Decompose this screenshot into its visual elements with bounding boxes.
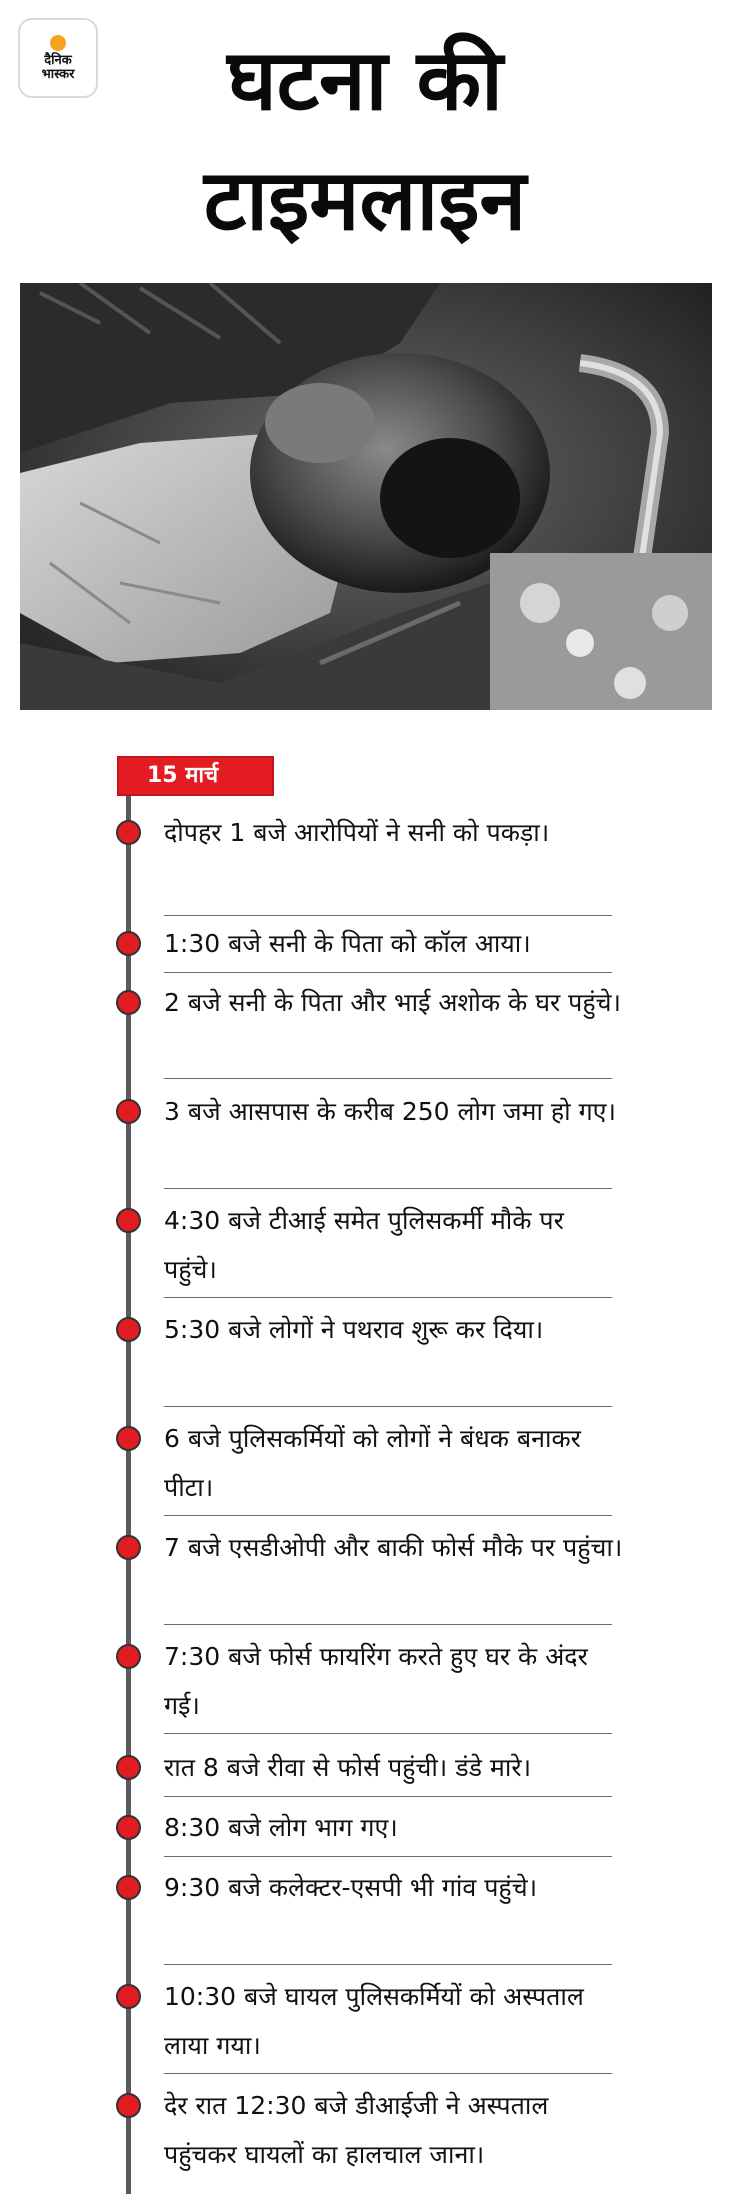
divider xyxy=(164,972,612,973)
divider xyxy=(164,1733,612,1734)
event-text: रात 8 बजे रीवा से फोर्स पहुंची। डंडे मारे। xyxy=(164,1753,532,1782)
divider xyxy=(164,1515,612,1516)
page-title-line-1: घटना की xyxy=(227,31,503,129)
divider xyxy=(164,1624,612,1625)
timeline-dot-icon xyxy=(116,1535,141,1560)
timeline-dot-icon xyxy=(116,1317,141,1342)
divider xyxy=(164,915,612,916)
date-badge: 15 मार्च xyxy=(117,756,274,796)
timeline-dot-icon xyxy=(116,1426,141,1451)
sun-icon xyxy=(50,35,66,51)
event-text: दोपहर 1 बजे आरोपियों ने सनी को पकड़ा। xyxy=(164,818,550,847)
timeline-dot-icon xyxy=(116,1099,141,1124)
timeline-dot-icon xyxy=(116,931,141,956)
timeline-dot-icon xyxy=(116,820,141,845)
divider xyxy=(164,1856,612,1857)
event-text: 9:30 बजे कलेक्टर-एसपी भी गांव पहुंचे। xyxy=(164,1873,538,1902)
logo-line-2: भास्कर xyxy=(41,66,75,82)
event-text: 1:30 बजे सनी के पिता को कॉल आया। xyxy=(164,929,531,958)
event-text: 3 बजे आसपास के करीब 250 लोग जमा हो गए। xyxy=(164,1097,616,1126)
timeline-dot-icon xyxy=(116,990,141,1015)
divider xyxy=(164,1297,612,1298)
event-text: 4:30 बजे टीआई समेत पुलिसकर्मी मौके पर पहुंचे। xyxy=(164,1206,564,1284)
timeline-dot-icon xyxy=(116,1815,141,1840)
event-text: 7 बजे एसडीओपी और बाकी फोर्स मौके पर पहुंचा। xyxy=(164,1533,623,1562)
divider xyxy=(164,1964,612,1965)
divider xyxy=(164,1188,612,1189)
timeline-dot-icon xyxy=(116,1755,141,1780)
event-text: 5:30 बजे लोगों ने पथराव शुरू कर दिया। xyxy=(164,1315,544,1344)
event-text: 8:30 बजे लोग भाग गए। xyxy=(164,1813,398,1842)
divider xyxy=(164,1406,612,1407)
divider xyxy=(164,1078,612,1079)
event-text: देर रात 12:30 बजे डीआईजी ने अस्पताल पहुंचकर घायलों का हालचाल जाना। xyxy=(164,2091,549,2169)
event-text: 10:30 बजे घायल पुलिसकर्मियों को अस्पताल लाया गया। xyxy=(164,1982,584,2060)
page-title-line-2: टाइमलाइन xyxy=(203,151,527,249)
divider xyxy=(164,2073,612,2074)
divider xyxy=(164,1796,612,1797)
event-text: 2 बजे सनी के पिता और भाई अशोक के घर पहुंचे। xyxy=(164,988,621,1017)
timeline-dot-icon xyxy=(116,2093,141,2118)
injured-man-photo xyxy=(20,283,712,710)
timeline-dot-icon xyxy=(116,1644,141,1669)
timeline-dot-icon xyxy=(116,1875,141,1900)
timeline-dot-icon xyxy=(116,1208,141,1233)
event-text: 6 बजे पुलिसकर्मियों को लोगों ने बंधक बनाकर पीटा। xyxy=(164,1424,581,1502)
event-text: 7:30 बजे फोर्स फायरिंग करते हुए घर के अंदर गई। xyxy=(164,1642,588,1720)
timeline-dot-icon xyxy=(116,1984,141,2009)
logo-line-1: दैनिक xyxy=(44,52,72,68)
brand-logo xyxy=(18,18,98,98)
